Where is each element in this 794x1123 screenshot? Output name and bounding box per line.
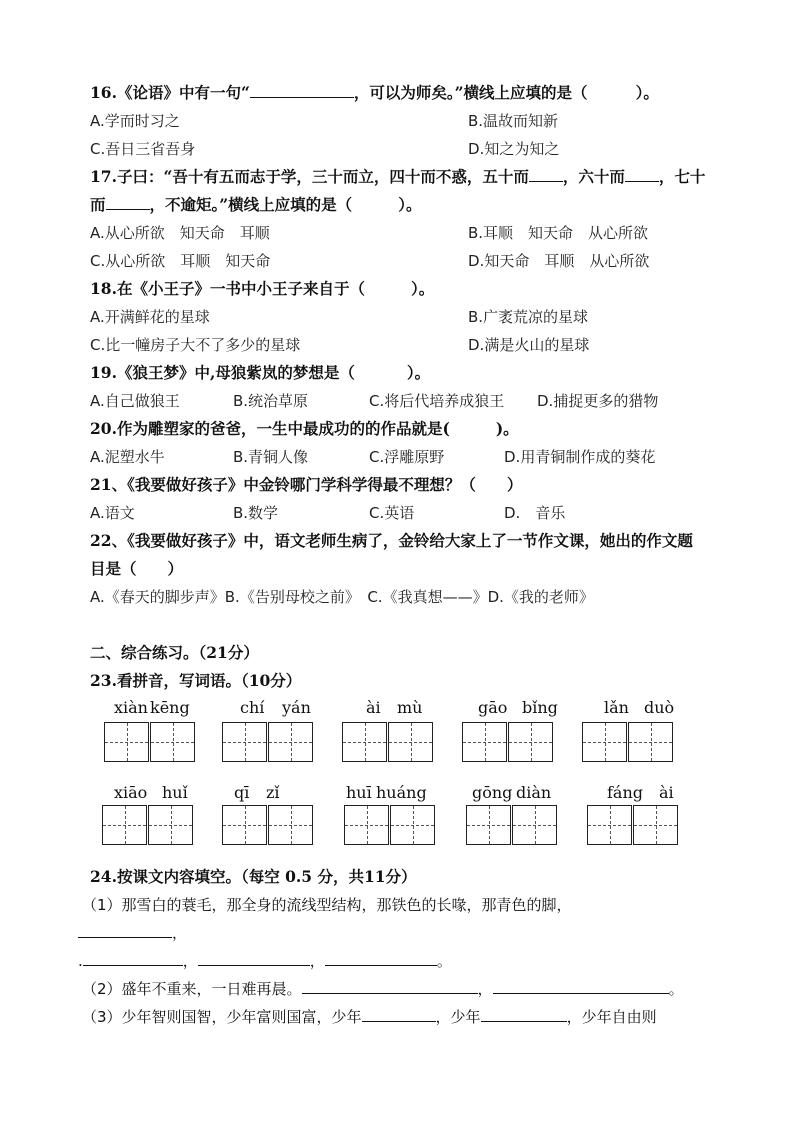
pinyin-syllable: fáng bbox=[607, 783, 644, 802]
pinyin-syllable: gāo bbox=[478, 698, 508, 717]
q18-stem: 18.在《小王子》一书中小王子来自于（ ）。 bbox=[90, 279, 435, 298]
q17-option-b[interactable]: B.耳顺 知天命 从心所欲 bbox=[468, 224, 649, 242]
pinyin-syllable: gōng bbox=[472, 783, 513, 802]
q20-stem: 20.作为雕塑家的爸爸，一生中最成功的的作品就是( )。 bbox=[90, 419, 519, 438]
q21-option-d[interactable]: D. 音乐 bbox=[504, 504, 566, 522]
q24-title: 24.按课文内容填空。（每空 0.5 分，共11分） bbox=[90, 867, 417, 886]
writing-box[interactable] bbox=[462, 722, 507, 762]
q18-option-a[interactable]: A.开满鲜花的星球 bbox=[90, 308, 210, 326]
pinyin-syllable: xiāo bbox=[114, 783, 148, 802]
q16-option-c[interactable]: C.吾日三省吾身 bbox=[90, 140, 196, 158]
writing-box[interactable] bbox=[268, 722, 313, 762]
q17-stem-line1: 17.子曰：“吾十有五而志于学，三十而立，四十而不惑，五十而 ，六十而 ，七十 bbox=[90, 167, 706, 186]
q24-blank-5[interactable] bbox=[302, 979, 478, 994]
q22-stem-line2: 目是（ ） bbox=[90, 559, 184, 578]
writing-box[interactable] bbox=[268, 805, 313, 845]
writing-box[interactable] bbox=[512, 805, 557, 845]
q24-p3: （3）少年智则国智，少年富则国富，少年 ，少年 ，少年自由则 bbox=[82, 1008, 657, 1026]
q24-blank-8[interactable] bbox=[481, 1007, 567, 1022]
q16-option-d[interactable]: D.知之为知之 bbox=[468, 140, 560, 158]
writing-box[interactable] bbox=[508, 722, 553, 762]
q24-blank-4[interactable] bbox=[325, 951, 437, 966]
writing-box[interactable] bbox=[466, 805, 511, 845]
pinyin-syllable: ài bbox=[659, 783, 674, 802]
q17-blank-1[interactable] bbox=[529, 167, 563, 182]
pinyin-syllable: xiàn bbox=[114, 698, 148, 717]
writing-box[interactable] bbox=[388, 722, 433, 762]
q17-blank-2[interactable] bbox=[625, 167, 659, 182]
pinyin-syllable: kēng bbox=[150, 698, 190, 717]
q17-blank-3[interactable] bbox=[106, 195, 150, 210]
q24-blank-1[interactable] bbox=[78, 923, 172, 938]
q16-blank[interactable] bbox=[250, 83, 354, 98]
q21-option-a[interactable]: A.语文 bbox=[90, 504, 135, 522]
q16-stem: 16.《论语》中有一句“ ，可以为师矣。”横线上应填的是（ ）。 bbox=[90, 83, 659, 102]
pinyin-syllable: diàn bbox=[516, 783, 552, 802]
q19-option-c[interactable]: C.将后代培养成狼王 bbox=[369, 392, 505, 410]
writing-box[interactable] bbox=[633, 805, 678, 845]
q20-option-d[interactable]: D.用青铜制作成的葵花 bbox=[504, 448, 656, 466]
q24-p1-line3: . ， ， 。 bbox=[78, 952, 452, 970]
q24-blank-7[interactable] bbox=[362, 1007, 436, 1022]
q16-option-b[interactable]: B.温故而知新 bbox=[468, 112, 559, 130]
q21-option-c[interactable]: C.英语 bbox=[369, 504, 415, 522]
q24-blank-2[interactable] bbox=[83, 951, 183, 966]
q17-options-row2 bbox=[90, 251, 650, 271]
q18-option-d[interactable]: D.满是火山的星球 bbox=[468, 336, 590, 354]
writing-box[interactable] bbox=[150, 722, 195, 762]
pinyin-syllable: duò bbox=[644, 698, 675, 717]
q16-option-a[interactable]: A.学而时习之 bbox=[90, 112, 180, 130]
q19-option-b[interactable]: B.统治草原 bbox=[233, 392, 309, 410]
pinyin-syllable: yán bbox=[282, 698, 311, 717]
pinyin-syllable: bǐng bbox=[522, 698, 558, 717]
writing-box[interactable] bbox=[102, 805, 147, 845]
writing-box[interactable] bbox=[587, 805, 632, 845]
writing-box[interactable] bbox=[582, 722, 627, 762]
q19-stem: 19.《狼王梦》中,母狼紫岚的梦想是（ ）。 bbox=[90, 363, 431, 382]
pinyin-syllable: huǐ bbox=[162, 783, 188, 802]
pinyin-syllable: huī bbox=[346, 783, 372, 802]
q17-stem-line2: 而 ，不逾矩。”横线上应填的是（ ）。 bbox=[90, 195, 422, 214]
pinyin-syllable: chí bbox=[240, 698, 265, 717]
q24-blank-6[interactable] bbox=[493, 979, 669, 994]
q20-option-b[interactable]: B.青铜人像 bbox=[233, 448, 309, 466]
pinyin-row-2 bbox=[0, 783, 794, 867]
writing-box[interactable] bbox=[344, 805, 389, 845]
writing-box[interactable] bbox=[390, 805, 435, 845]
q19-option-a[interactable]: A.自己做狼王 bbox=[90, 392, 180, 410]
pinyin-syllable: huáng bbox=[376, 783, 427, 802]
writing-box[interactable] bbox=[222, 805, 267, 845]
writing-box[interactable] bbox=[148, 805, 193, 845]
section-2-title: 二、综合练习。（21分） bbox=[90, 643, 259, 662]
q18-option-b[interactable]: B.广袤荒凉的星球 bbox=[468, 308, 589, 326]
q17-option-d[interactable]: D.知天命 耳顺 从心所欲 bbox=[468, 252, 650, 270]
q20-option-c[interactable]: C.浮雕原野 bbox=[369, 448, 445, 466]
q20-option-a[interactable]: A.泥塑水牛 bbox=[90, 448, 165, 466]
q18-options-row1 bbox=[90, 307, 589, 327]
q17-options-row1 bbox=[90, 223, 649, 243]
writing-box[interactable] bbox=[628, 722, 673, 762]
q16-options-row1 bbox=[90, 111, 559, 131]
q22-options[interactable]: A.《春天的脚步声》B.《告别母校之前》 C.《我真想——》D.《我的老师》 bbox=[90, 588, 594, 606]
q22-stem-line1: 22、《我要做好孩子》中，语文老师生病了，金铃给大家上了一节作文课，她出的作文题 bbox=[90, 531, 693, 550]
q18-option-c[interactable]: C.比一幢房子大不了多少的星球 bbox=[90, 336, 301, 354]
q17-option-a[interactable]: A.从心所欲 知天命 耳顺 bbox=[90, 224, 270, 242]
q23-title: 23.看拼音，写词语。（10分） bbox=[90, 671, 302, 690]
pinyin-syllable: ài bbox=[366, 698, 381, 717]
q24-p1-line2: ， bbox=[78, 923, 187, 943]
pinyin-row-1 bbox=[0, 698, 794, 782]
q17-option-c[interactable]: C.从心所欲 耳顺 知天命 bbox=[90, 252, 271, 270]
writing-box[interactable] bbox=[222, 722, 267, 762]
pinyin-syllable: qī bbox=[234, 783, 250, 802]
q21-option-b[interactable]: B.数学 bbox=[233, 504, 279, 522]
q24-blank-3[interactable] bbox=[198, 951, 310, 966]
writing-box[interactable] bbox=[342, 722, 387, 762]
writing-box[interactable] bbox=[104, 722, 149, 762]
q24-p2: （2）盛年不重来，一日难再晨。 ， 。 bbox=[82, 980, 684, 998]
q19-option-d[interactable]: D.捕捉更多的猎物 bbox=[537, 392, 659, 410]
pinyin-syllable: mù bbox=[397, 698, 423, 717]
pinyin-syllable: lǎn bbox=[604, 698, 629, 717]
q18-options-row2 bbox=[90, 335, 590, 355]
q21-stem: 21、《我要做好孩子》中金铃哪门学科学得最不理想？（ ） bbox=[90, 475, 523, 494]
q16-options-row2 bbox=[90, 139, 560, 159]
pinyin-syllable: zǐ bbox=[266, 783, 280, 802]
q24-p1-line1: （1）那雪白的蓑毛，那全身的流线型结构，那铁色的长喙，那青色的脚， bbox=[82, 896, 572, 914]
